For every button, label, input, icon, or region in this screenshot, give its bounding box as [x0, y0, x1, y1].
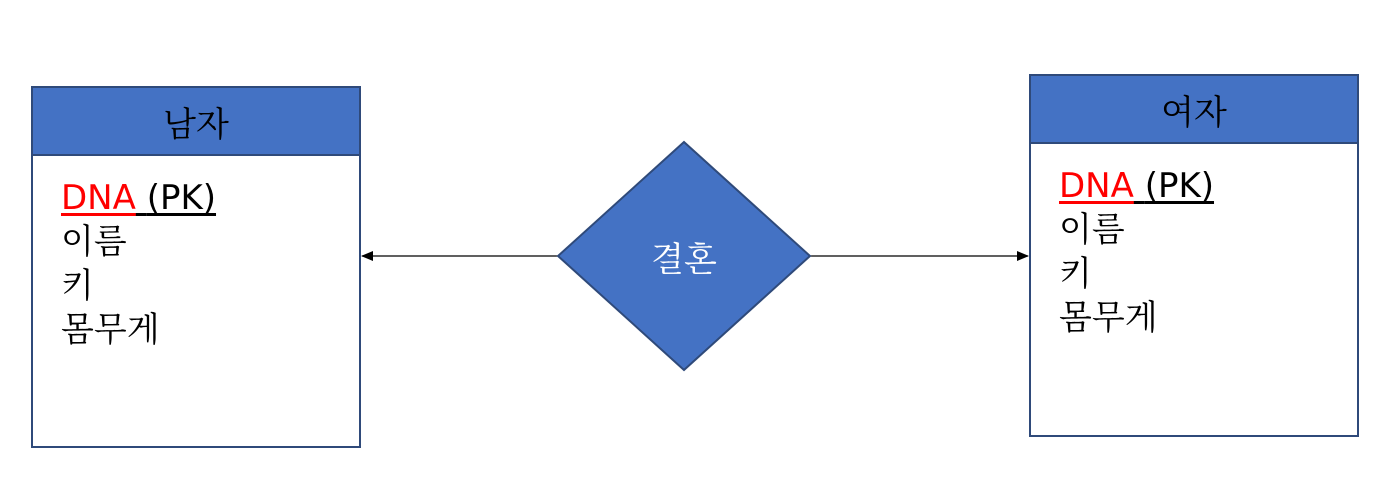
entity-male-pk-row [61, 176, 359, 220]
entity-male[interactable] [31, 86, 361, 448]
entity-female-header [1031, 76, 1357, 144]
entity-female-pk-row [1059, 164, 1357, 208]
entity-male-header [33, 88, 359, 156]
entity-female[interactable] [1029, 74, 1359, 437]
pk-attribute [61, 176, 216, 220]
relationship-diamond[interactable] [558, 142, 810, 370]
pk-marker: (PK) [146, 178, 217, 218]
pk-key-name: DNA [1059, 166, 1134, 206]
attribute-height: 키 [1059, 254, 1092, 294]
attribute-weight: 몸무게 [61, 310, 160, 350]
pk-key-name: DNA [61, 178, 136, 218]
entity-female-attributes [1031, 144, 1357, 340]
attribute-weight: 몸무게 [1059, 298, 1158, 338]
entity-female-title: 여자 [1161, 92, 1227, 133]
entity-male-attributes [33, 156, 359, 352]
attribute-height: 키 [61, 266, 94, 306]
attribute-name: 이름 [1059, 210, 1125, 250]
pk-attribute [1059, 164, 1214, 208]
entity-male-title: 남자 [163, 104, 229, 145]
relationship-label: 결혼 [651, 239, 717, 280]
pk-marker: (PK) [1144, 166, 1215, 206]
attribute-name: 이름 [61, 222, 127, 262]
